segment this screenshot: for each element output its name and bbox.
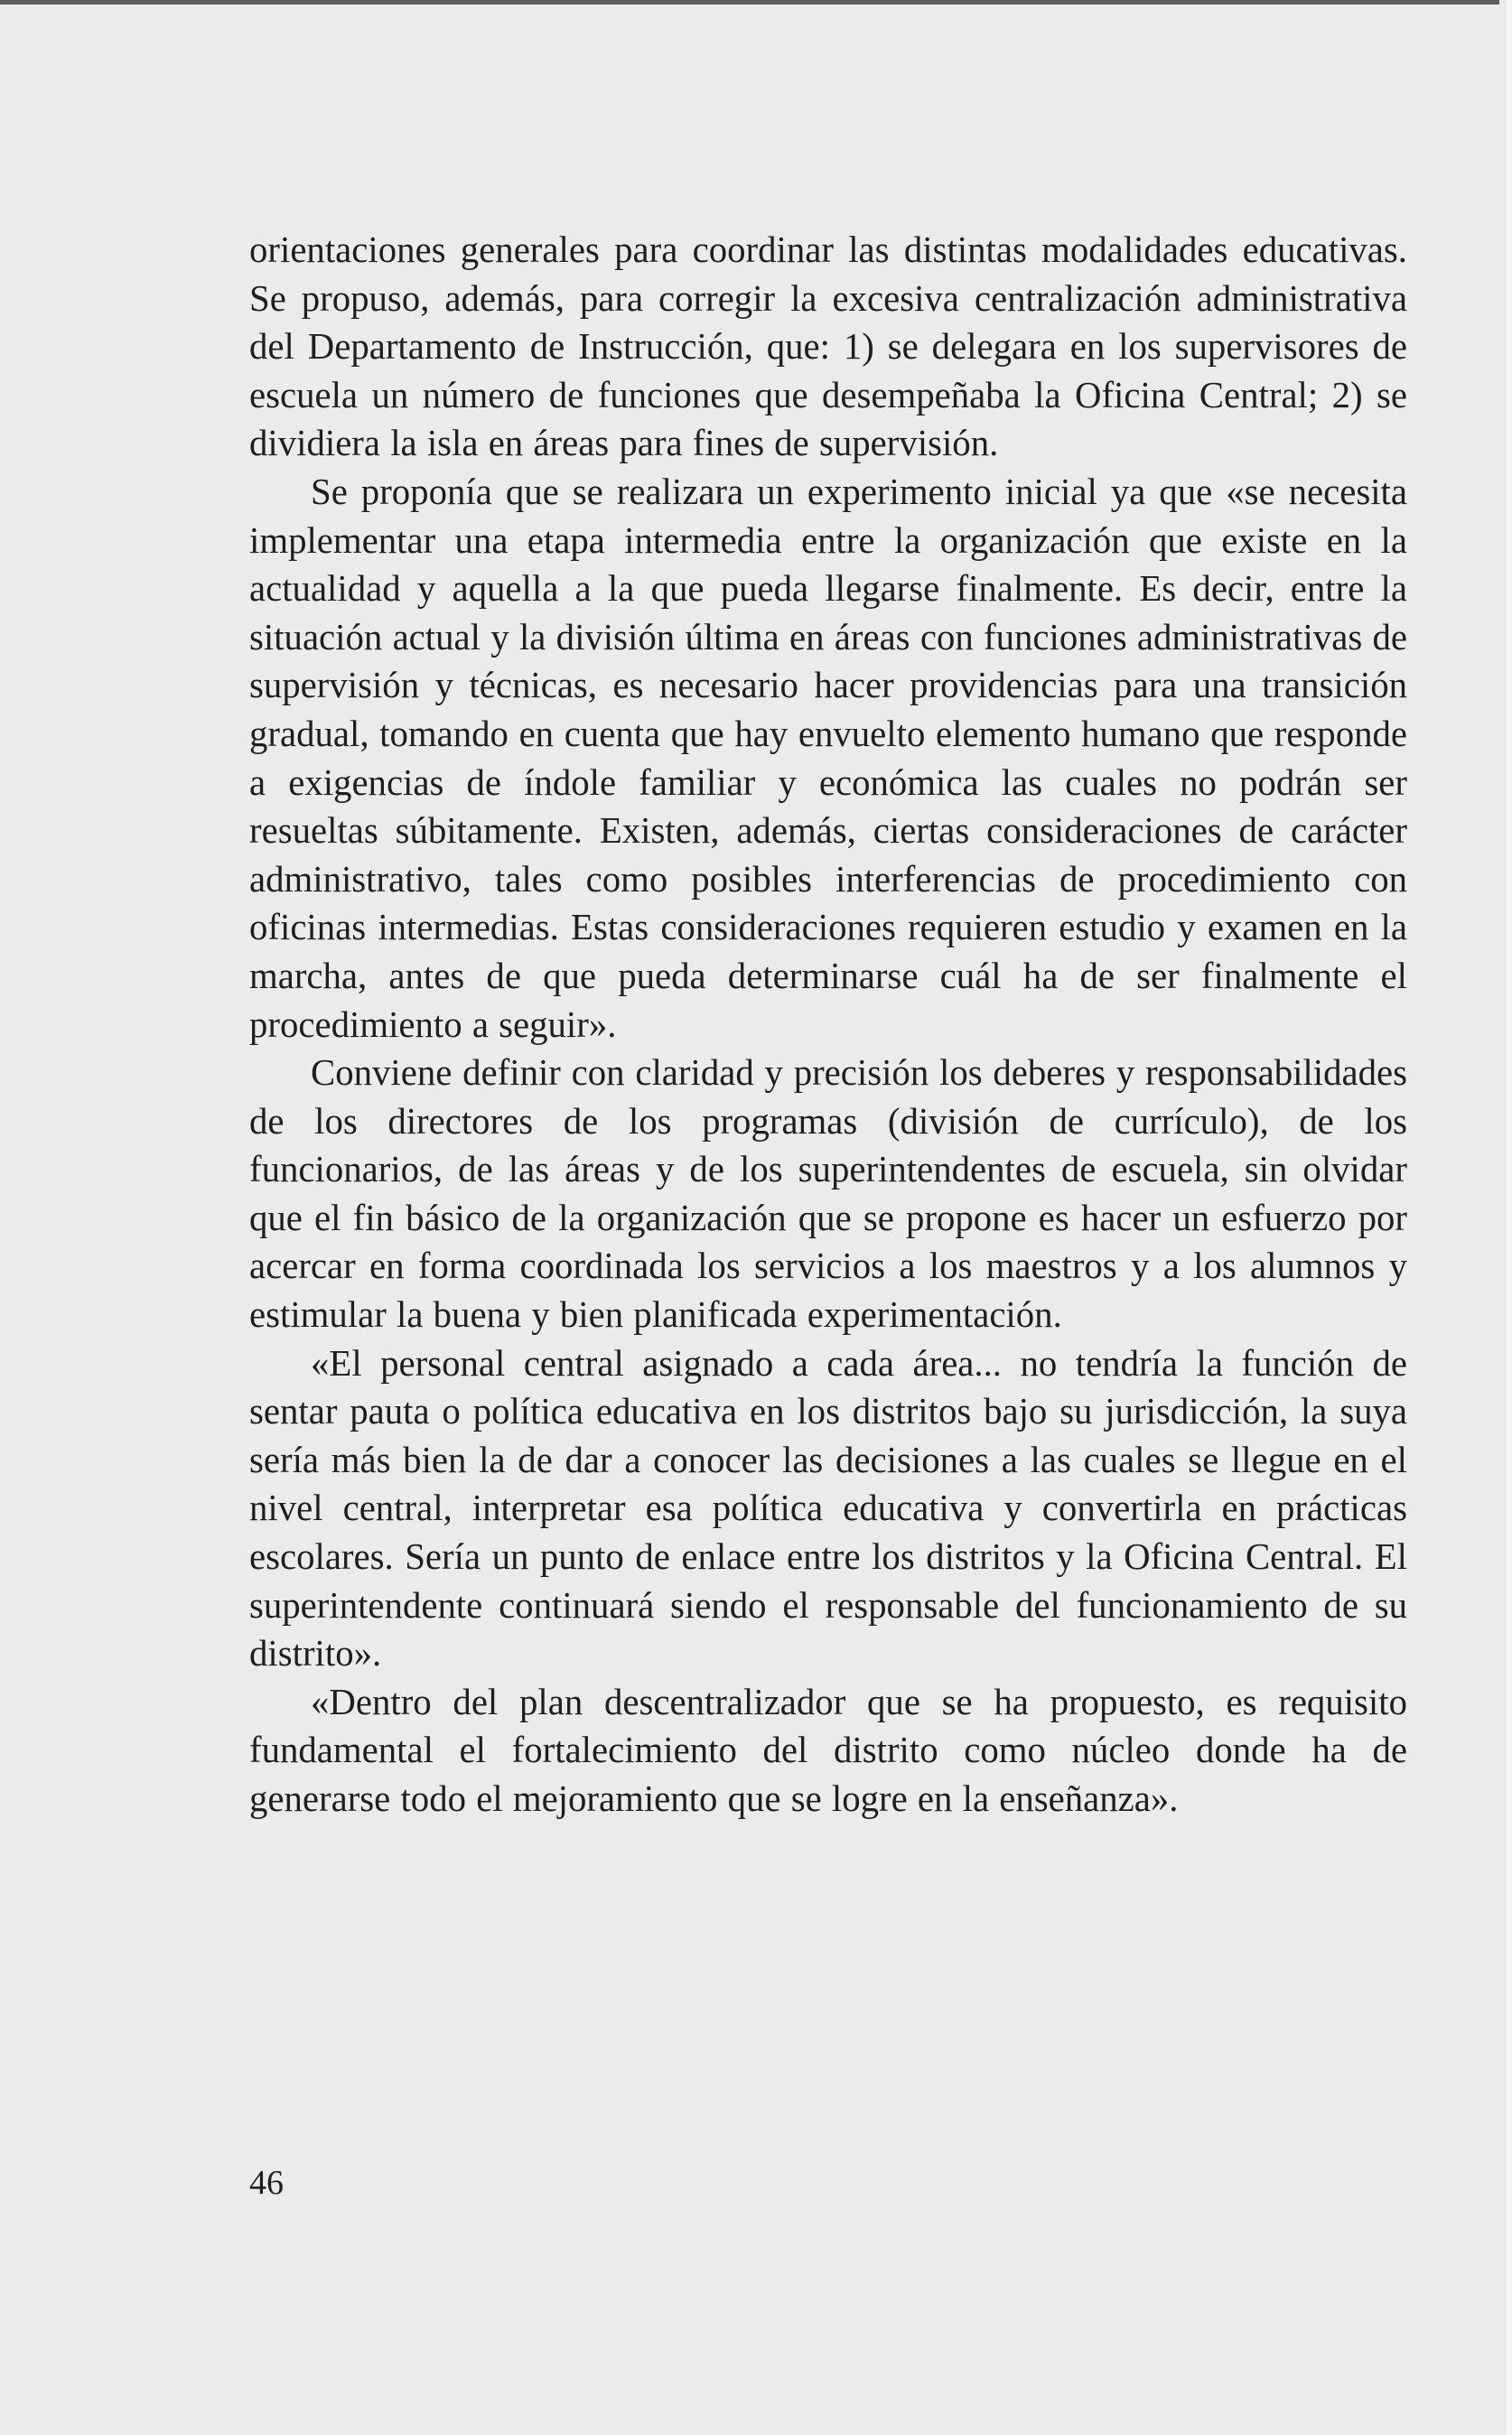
page-top-edge — [0, 0, 1499, 5]
paragraph-3: Conviene definir con claridad y precisión los deberes y responsabilidades de los directores de los programas (división de currículo), de los funcionarios, de las áreas y de los superintendentes de escuela, sin olvidar que el fin básico de la organización que se propone es hacer un esfuerzo por acercar en forma coordinada los servicios a los maestros y a los alumnos y estimular la buena y bien planificada experimentación. — [249, 1052, 1407, 1336]
paragraph-2: Se proponía que se realizara un experimento inicial ya que «se necesita implementar una etapa intermedia entre la organización que existe en la actualidad y aquella a la que pueda llegarse finalmente. Es decir, entre la situación actual y la división última en áreas con funciones administrativas de supervisión y técnicas, es necesario hacer providencias para una transición gradual, tomando en cuenta que hay envuelto elemento humano que responde a exigencias de índole familiar y económica las cuales no podrán ser resueltas súbitamente. Existen, además, ciertas consideraciones de carácter administrativo, tales como posibles interferencias de procedimiento con oficinas intermedias. Estas consideraciones requieren estudio y examen en la marcha, antes de que pueda determinarse cuál ha de ser finalmente el procedimiento a seguir». — [249, 471, 1407, 1045]
page-right-edge — [1507, 0, 1512, 2435]
page-number: 46 — [249, 2164, 284, 2202]
paragraph-1: orientaciones generales para coordinar las distintas modalidades educativas. Se propuso, además, para corregir la excesiva centralización administrativa del Departamento de Instrucción, que: 1) se delegara en los supervisores de escuela un número de funciones que desempeñaba la Oficina Central; 2) se dividiera la isla en áreas para fines de supervisión. — [249, 229, 1407, 464]
paragraph-5: «Dentro del plan descentralizador que se ha propuesto, es requisito fundamental el fortalecimiento del distrito como núcleo donde ha de generarse todo el mejoramiento que se logre en la enseñanza». — [249, 1681, 1407, 1819]
paragraph-4: «El personal central asignado a cada área... no tendría la función de sentar pauta o política educativa en los distritos bajo su jurisdicción, la suya sería más bien la de dar a conocer las decisiones a las cuales se llegue en el nivel central, interpretar esa política educativa y convertirla en prácticas escolares. Sería un punto de enlace entre los distritos y la Oficina Central. El superintendente continuará siendo el responsable del funcionamiento de su distrito». — [249, 1342, 1407, 1675]
page-body — [249, 226, 1407, 1824]
